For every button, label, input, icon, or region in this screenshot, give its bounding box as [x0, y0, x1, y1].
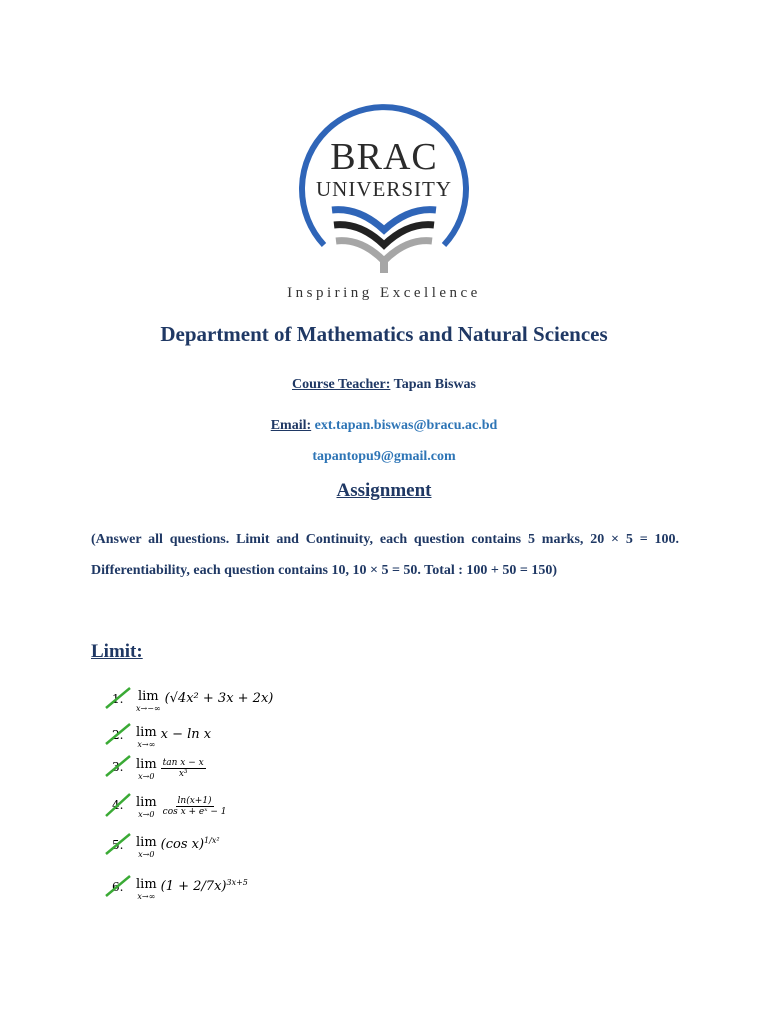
limit-operator: lim x→0 [136, 757, 157, 781]
check-mark-icon [104, 874, 132, 900]
exponent: 3x+5 [226, 878, 248, 887]
question-number: 4. [112, 798, 124, 812]
limit-fraction: $\frac{\text{tan x − x}}{\text{x³}}$ [162, 758, 204, 779]
limit-expression: (cos x) [160, 837, 205, 852]
check-mark-icon [104, 722, 132, 748]
limit-operator: lim x→∞ [136, 725, 157, 749]
email-line [0, 418, 768, 434]
exponent: 1/x² [204, 836, 220, 845]
logo-university-text: UNIVERSITY [316, 177, 452, 201]
question-number: 2. [112, 728, 124, 742]
email-label: Email: [270, 418, 312, 433]
assignment-title: Assignment [336, 480, 432, 501]
check-mark-icon [104, 754, 132, 780]
question-number: 1. [112, 692, 124, 706]
email-primary-link[interactable]: ext.tapan.biswas@bracu.ac.bd [314, 418, 498, 433]
limit-expression: (√4x² + 3x + 2x) [164, 691, 274, 706]
department-title: Department of Mathematics and Natural Sciences [160, 322, 608, 346]
question-5 [112, 836, 220, 870]
check-mark-icon [104, 832, 132, 858]
limit-operator: lim x→0 [136, 795, 157, 819]
limit-section-heading: Limit: [91, 641, 143, 662]
university-logo [0, 85, 768, 310]
question-number: 6. [112, 880, 124, 894]
question-1 [112, 690, 273, 724]
teacher-label: Course Teacher: [292, 377, 391, 392]
email-secondary-link[interactable]: tapantopu9@gmail.com [312, 449, 456, 464]
question-number: 3. [112, 760, 124, 774]
check-mark-icon [104, 686, 132, 712]
logo-tagline: Inspiring Excellence [287, 285, 481, 301]
course-teacher-line [0, 377, 768, 393]
question-3 [112, 758, 206, 792]
teacher-name: Tapan Biswas [393, 377, 476, 392]
question-6 [112, 878, 248, 912]
limit-expression: x − ln x [160, 727, 212, 742]
question-number: 5. [112, 838, 124, 852]
question-4 [112, 796, 228, 830]
limit-expression: (1 + 2/7x) [160, 879, 227, 894]
limit-operator: lim x→−∞ [136, 689, 161, 713]
logo-brac-text: BRAC [330, 136, 438, 178]
limit-operator: lim x→∞ [136, 877, 157, 901]
limit-fraction: $\frac{\ln(x+1)}{\text{cos x + eˣ − 1}}$ [162, 796, 227, 817]
check-mark-icon [104, 792, 132, 818]
assignment-instructions: (Answer all questions. Limit and Continuity, each question contains 5 marks, 20 × 5 = 100. Differentiability, each question contains 10, 10 × 5 = 50. Total : 100 + 50 = 150) [91, 532, 679, 578]
limit-operator: lim x→0 [136, 835, 157, 859]
